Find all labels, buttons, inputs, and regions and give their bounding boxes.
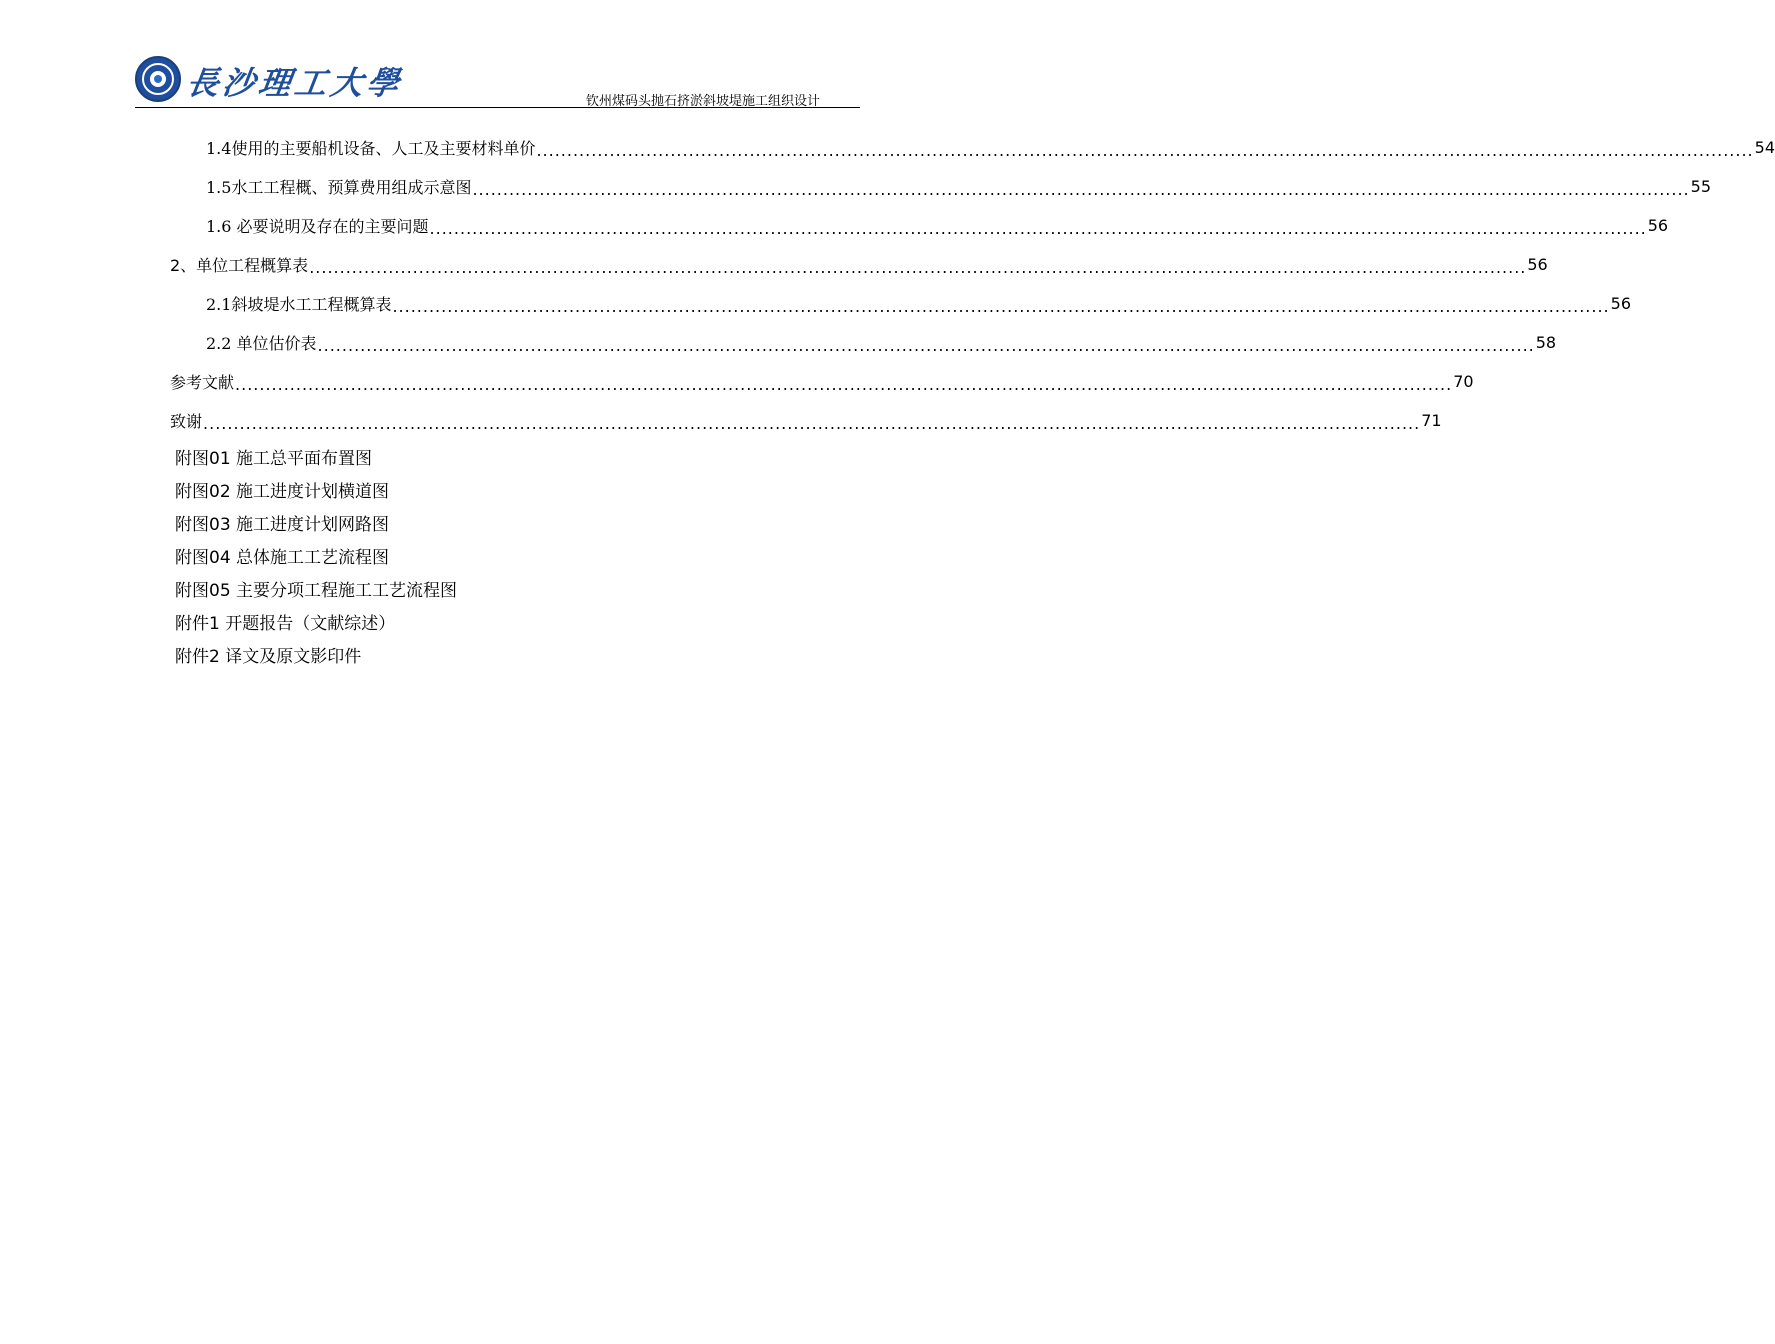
page-header [135, 52, 860, 108]
appendix-item[interactable]: 附图04 总体施工工艺流程图 [175, 548, 390, 568]
toc-entry[interactable] [170, 206, 1669, 245]
appendix-item[interactable]: 附图02 施工进度计划横道图 [175, 482, 390, 502]
toc-leader-dots: ........................................................................................................................................................................................................ [235, 375, 1453, 394]
toc-entry[interactable] [170, 245, 1548, 284]
toc-entry[interactable] [170, 167, 1711, 206]
toc-entry-page: 70 [1453, 372, 1474, 391]
toc-entry-label: 2、单位工程概算表 [170, 256, 309, 275]
toc-leader-dots: ........................................................................................................................................................................................................ [392, 297, 1610, 316]
toc-entry-label: 1.5水工工程概、预算费用组成示意图 [206, 178, 472, 197]
appendix-item[interactable]: 附图01 施工总平面布置图 [175, 449, 373, 469]
appendix-item[interactable]: 附图03 施工进度计划网路图 [175, 515, 390, 535]
toc-entry-label: 致谢 [170, 412, 203, 431]
toc-entry-page: 56 [1610, 294, 1631, 313]
toc-entry[interactable] [170, 401, 1442, 440]
toc-entry[interactable] [170, 284, 1631, 323]
toc-leader-dots: ........................................................................................................................................................................................................ [536, 141, 1754, 160]
toc-entry[interactable] [170, 323, 1557, 362]
toc-leader-dots: ........................................................................................................................................................................................................ [429, 219, 1647, 238]
appendix-item[interactable]: 附图05 主要分项工程施工工艺流程图 [175, 581, 458, 601]
toc-entry-label: 1.4使用的主要船机设备、人工及主要材料单价 [206, 139, 536, 158]
toc-leader-dots: ........................................................................................................................................................................................................ [203, 414, 1421, 433]
appendix-item[interactable]: 附件1 开题报告（文献综述） [175, 614, 396, 634]
toc-entry-page: 56 [1527, 255, 1548, 274]
toc-entry-label: 1.6 必要说明及存在的主要问题 [206, 217, 429, 236]
toc-entry-page: 54 [1754, 138, 1775, 157]
toc-entry-label: 参考文献 [170, 373, 235, 392]
toc-leader-dots: ........................................................................................................................................................................................................ [317, 336, 1535, 355]
toc-leader-dots: ........................................................................................................................................................................................................ [309, 258, 1527, 277]
appendix-list [175, 440, 675, 671]
document-title: 钦州煤码头抛石挤淤斜坡堤施工组织设计 [585, 94, 820, 109]
appendix-item[interactable]: 附件2 译文及原文影印件 [175, 647, 362, 667]
toc-entry[interactable] [170, 362, 1474, 401]
toc-entry-label: 2.2 单位估价表 [206, 334, 317, 353]
toc-entry[interactable] [170, 128, 1775, 167]
toc-leader-dots: ........................................................................................................................................................................................................ [472, 180, 1690, 199]
university-logo-text: 長沙理工大學 [184, 64, 406, 102]
university-seal-icon [135, 56, 181, 102]
toc-entry-page: 56 [1647, 216, 1669, 235]
table-of-contents [170, 128, 1775, 440]
toc-entry-page: 55 [1690, 177, 1711, 196]
toc-entry-label: 2.1斜坡堤水工工程概算表 [206, 295, 392, 314]
header-divider [135, 107, 860, 108]
toc-entry-page: 71 [1421, 411, 1442, 430]
toc-entry-page: 58 [1535, 333, 1557, 352]
